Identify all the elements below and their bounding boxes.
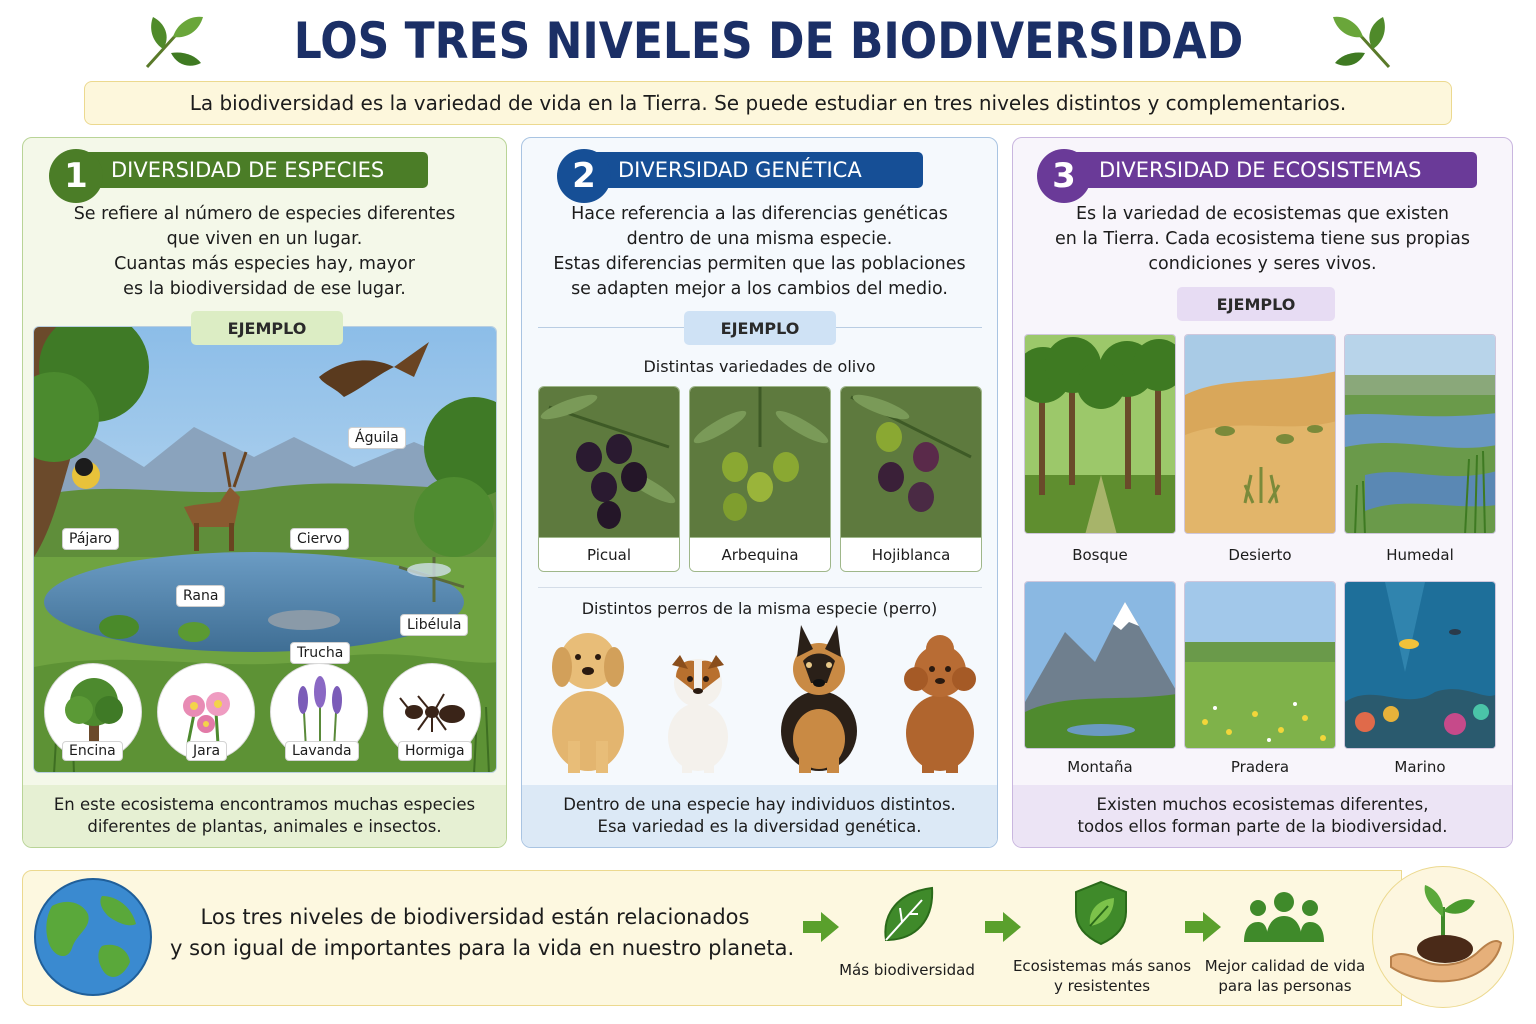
globe-icon bbox=[32, 876, 154, 998]
summary-line: y son igual de importantes para la vida en nuestro planeta. bbox=[170, 936, 795, 960]
description-line: Cuantas más especies hay, mayor bbox=[114, 254, 415, 274]
panel-title: DIVERSIDAD DE ESPECIES bbox=[85, 152, 428, 188]
ecosystem-label: Bosque bbox=[1072, 546, 1128, 564]
animal-label: Trucha bbox=[290, 642, 350, 664]
ecosystem-label: Humedal bbox=[1386, 546, 1454, 564]
panel-description bbox=[1013, 202, 1512, 277]
step-label bbox=[1012, 956, 1192, 996]
forest-image bbox=[1024, 334, 1176, 534]
description-line: condiciones y seres vivos. bbox=[1148, 254, 1377, 274]
panel-footer bbox=[23, 785, 506, 847]
summary-text bbox=[170, 902, 795, 964]
panel-title: DIVERSIDAD GENÉTICA bbox=[592, 152, 923, 188]
page-title: LOS TRES NIVELES DE BIODIVERSIDAD bbox=[293, 12, 1243, 70]
example-tag: EJEMPLO bbox=[191, 311, 343, 345]
ecosystem-diversity-panel bbox=[1012, 137, 1513, 848]
black-olives-icon bbox=[539, 387, 680, 539]
arrow-right-icon bbox=[983, 910, 1023, 944]
plant-badge bbox=[1372, 866, 1514, 1008]
ecosystem-scene bbox=[33, 326, 497, 773]
intro-box: La biodiversidad es la variedad de vida en la Tierra. Se puede estudiar en tres niveles distintos y complementarios. bbox=[84, 81, 1452, 125]
panel-description bbox=[23, 202, 506, 302]
description-line: Estas diferencias permiten que las poblaciones bbox=[553, 254, 966, 274]
species-label: Lavanda bbox=[285, 741, 359, 761]
wetland-image bbox=[1344, 334, 1496, 534]
panel-number: 2 bbox=[557, 149, 611, 203]
olive-subtitle: Distintas variedades de olivo bbox=[643, 357, 876, 376]
ecosystem-label: Marino bbox=[1394, 758, 1446, 776]
golden-retriever-icon bbox=[538, 621, 638, 775]
olive-variety-card bbox=[840, 386, 982, 572]
people-icon bbox=[1244, 890, 1324, 944]
poodle-icon bbox=[894, 621, 986, 775]
arrow-right-icon bbox=[801, 910, 841, 944]
marine-image bbox=[1344, 581, 1496, 749]
olive-label: Hojiblanca bbox=[841, 537, 981, 571]
footer-line: diferentes de plantas, animales e insectos. bbox=[87, 817, 442, 836]
step-label-line: Ecosistemas más sanos bbox=[1012, 957, 1192, 975]
description-line: Es la variedad de ecosistemas que existen bbox=[1075, 204, 1450, 224]
summary-line: Los tres niveles de biodiversidad están relacionados bbox=[200, 905, 750, 929]
title-row bbox=[0, 6, 1536, 76]
panel-number: 3 bbox=[1037, 149, 1091, 203]
step-label bbox=[1198, 956, 1372, 996]
divider bbox=[538, 587, 982, 588]
leaf-icon bbox=[878, 884, 936, 946]
hands-plant-icon bbox=[1373, 867, 1515, 1009]
footer-line: Esa variedad es la diversidad genética. bbox=[597, 817, 922, 836]
olive-label: Picual bbox=[539, 537, 679, 571]
example-tag: EJEMPLO bbox=[1177, 287, 1335, 321]
jack-russell-icon bbox=[650, 621, 746, 775]
species-diversity-panel bbox=[22, 137, 507, 848]
species-label: Encina bbox=[62, 741, 123, 761]
panel-description bbox=[522, 202, 997, 302]
olive-label: Arbequina bbox=[690, 537, 830, 571]
olive-variety-card bbox=[689, 386, 831, 572]
species-label: Jara bbox=[186, 741, 227, 761]
step-label-line: para las personas bbox=[1218, 977, 1352, 995]
german-shepherd-icon bbox=[767, 621, 871, 775]
genetic-diversity-panel bbox=[521, 137, 998, 848]
animal-label: Rana bbox=[176, 585, 225, 607]
description-line: es la biodiversidad de ese lugar. bbox=[123, 279, 406, 299]
dogs-subtitle: Distintos perros de la misma especie (perro) bbox=[581, 599, 938, 618]
green-olives-icon bbox=[690, 387, 831, 539]
panel-title: DIVERSIDAD DE ECOSISTEMAS bbox=[1073, 152, 1477, 188]
leaf-branch-icon bbox=[1331, 11, 1395, 71]
ecosystem-label: Pradera bbox=[1230, 758, 1290, 776]
mountain-image bbox=[1024, 581, 1176, 749]
panel-footer bbox=[522, 785, 997, 847]
arrow-right-icon bbox=[1183, 910, 1223, 944]
species-label: Hormiga bbox=[398, 741, 472, 761]
desert-image bbox=[1184, 334, 1336, 534]
panel-footer bbox=[1013, 785, 1512, 847]
shield-leaf-icon bbox=[1072, 880, 1130, 946]
description-line: en la Tierra. Cada ecosistema tiene sus propias bbox=[1054, 229, 1470, 249]
description-line: Hace referencia a las diferencias genéticas bbox=[571, 204, 948, 224]
animal-label: Libélula bbox=[400, 614, 468, 636]
footer-line: Dentro de una especie hay individuos distintos. bbox=[563, 795, 956, 814]
panel-number: 1 bbox=[49, 149, 103, 203]
step-label-line: y resistentes bbox=[1053, 977, 1151, 995]
animal-label: Pájaro bbox=[62, 528, 119, 550]
step-label: Más biodiversidad bbox=[839, 961, 975, 979]
meadow-image bbox=[1184, 581, 1336, 749]
description-line: que viven en un lugar. bbox=[166, 229, 363, 249]
ecosystem-label: Desierto bbox=[1228, 546, 1292, 564]
leaf-branch-icon bbox=[141, 11, 205, 71]
olive-variety-card bbox=[538, 386, 680, 572]
footer-line: En este ecosistema encontramos muchas especies bbox=[53, 795, 476, 814]
example-tag: EJEMPLO bbox=[684, 311, 836, 345]
mixed-olives-icon bbox=[841, 387, 982, 539]
ecosystem-label: Montaña bbox=[1067, 758, 1133, 776]
description-line: dentro de una misma especie. bbox=[626, 229, 893, 249]
animal-label: Ciervo bbox=[290, 528, 349, 550]
step-label-line: Mejor calidad de vida bbox=[1204, 957, 1366, 975]
footer-line: Existen muchos ecosistemas diferentes, bbox=[1096, 795, 1429, 814]
description-line: se adapten mejor a los cambios del medio. bbox=[571, 279, 948, 299]
description-line: Se refiere al número de especies diferentes bbox=[73, 204, 456, 224]
footer-line: todos ellos forman parte de la biodiversidad. bbox=[1077, 817, 1448, 836]
animal-label: Águila bbox=[348, 427, 406, 449]
